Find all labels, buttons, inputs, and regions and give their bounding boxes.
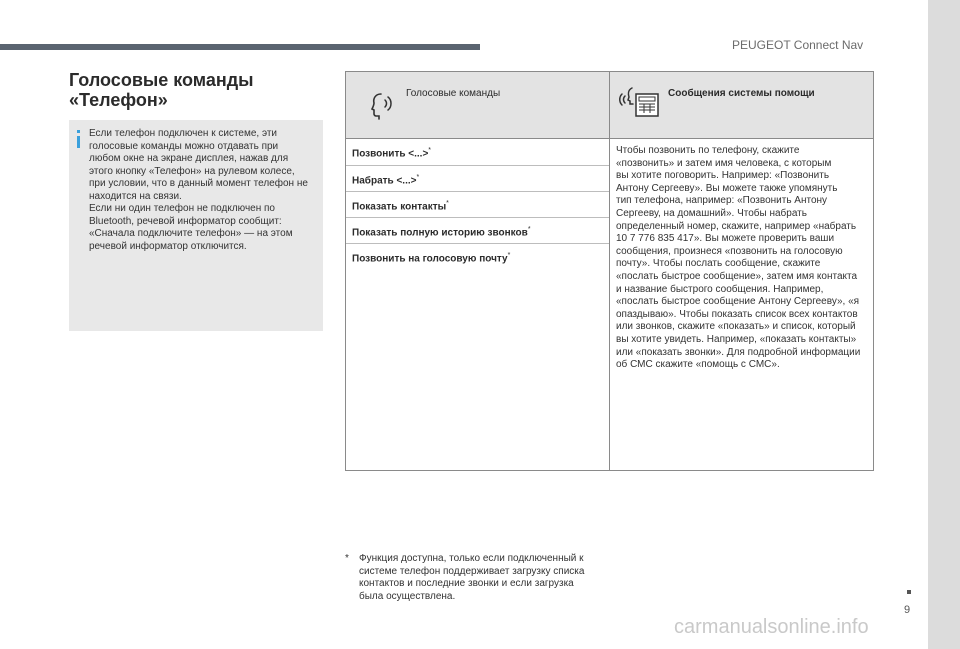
footnote-mark: * [446, 200, 449, 207]
header-label-help: Сообщения системы помощи [668, 88, 815, 99]
section-title [69, 70, 254, 110]
page-number: 9 [904, 604, 911, 616]
footnote-text: Функция доступна, только если подключенный к системе телефон поддерживает загрузку списка контактов и последние звонки и если загрузка была осуществлена. [359, 553, 585, 602]
voice-command-table [345, 71, 874, 471]
section-title-line-2: «Телефон» [69, 90, 168, 110]
footnote-mark: * [345, 553, 349, 564]
header-label-commands: Голосовые команды [406, 88, 501, 99]
help-message-icon [618, 84, 664, 124]
footnote-mark: * [416, 174, 420, 181]
info-box [69, 120, 323, 331]
page-edge-strip [928, 0, 960, 649]
table-header-commands [346, 72, 610, 139]
footnote-mark: * [428, 147, 432, 154]
page-marker [907, 590, 911, 594]
command-row [346, 192, 609, 218]
command-label: Показать контакты [352, 201, 447, 213]
watermark: carmanualsonline.info [674, 616, 869, 638]
help-text: Чтобы позвонить по телефону, скажите «позвонить» и затем имя человека, с которым вы хотите поговорить. Например: «Позвонить Антону Сергееву». Вы можете также упомянуть тип телефона, например: «Позвонить Антону Сергееву, на домашний». Чтобы набрать определенный номер, скажите, например «набрать 10 7 776 835 417». Вы можете проверить ваши сообщения, произнеся «позвонить на голосовую почту». Чтобы послать сообщение, скажите «послать быстрое сообщение», затем имя контакта и название быстрого сообщения. Например, «послать быстрое сообщение Антону Сергееву», «я опаздываю». Чтобы показать список всех контактов или звонков, скажите «показать» и список, который вы хотите увидеть. Например, «показать контакты» или «показать звонки». Для подробной информации об СМС скажите «помощь с СМС». [616, 145, 861, 371]
section-title-line-1: Голосовые команды [69, 70, 254, 90]
command-row [346, 139, 609, 166]
command-label: Набрать <...> [352, 175, 417, 187]
footnote [345, 553, 615, 603]
page-header-title: PEUGEOT Connect Nav [732, 38, 864, 52]
command-label: Показать полную историю звонков [352, 227, 528, 239]
command-row [346, 218, 609, 244]
header-bar [0, 44, 480, 50]
info-icon [77, 130, 80, 148]
info-text [89, 128, 321, 253]
commands-column [346, 139, 610, 470]
command-label: Позвонить на голосовую почту [352, 253, 508, 265]
table-header-help [610, 72, 873, 139]
footnote-mark: * [527, 226, 531, 233]
footnote-mark: * [507, 252, 511, 259]
command-label: Позвонить <...> [352, 148, 429, 160]
voice-command-icon [368, 90, 398, 120]
command-row [346, 166, 609, 192]
info-paragraph: Если телефон подключен к системе, эти голосовые команды можно отдавать при любом окне на экране дисплея, нажав для этого кнопку «Телефон» на рулевом колесе, при условии, что в данный момент телефон не находится на связи. Если ни один телефон не подключен по Bluetooth, речевой информатор сообщит: «Сначала подключите телефон» — на этом речевой информатор отключится. [89, 128, 308, 252]
command-row [346, 244, 609, 470]
